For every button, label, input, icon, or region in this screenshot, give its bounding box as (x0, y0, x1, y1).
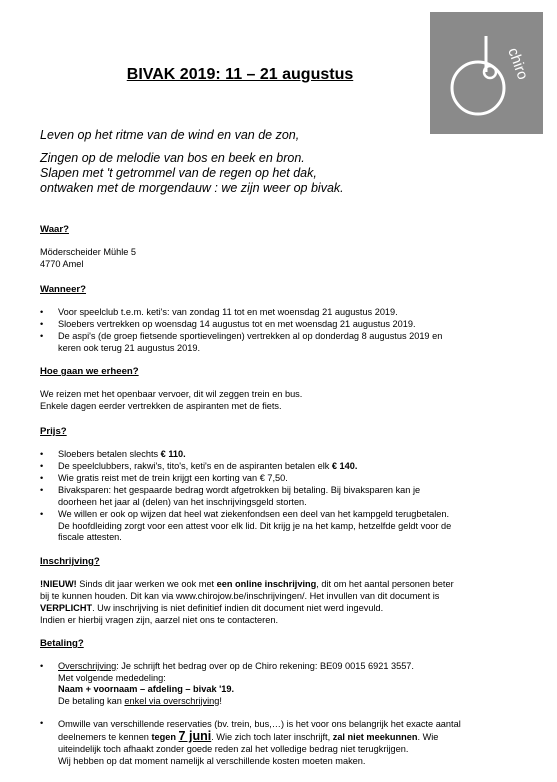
bullet-icon: • (40, 461, 44, 471)
poem-line-1: Leven op het ritme van de wind en van de zon, (40, 128, 300, 142)
paragraph-line: !NIEUW! Sinds dit jaar werken we ook met een online inschrijving, dit om het aantal personen beter (40, 579, 454, 589)
bullet-icon: • (40, 449, 44, 459)
section-heading-inschrijving: Inschrijving? (40, 556, 100, 567)
paragraph-line: bij te kunnen houden. Dit kan via www.chirojow.be/inschrijvingen/. Het invullen van dit document is (40, 591, 440, 601)
paragraph-line: Enkele dagen eerder vertrekken de aspiranten met de fiets. (40, 401, 282, 411)
paragraph-line: Indien er hierbij vragen zijn, aarzel niet ons te contacteren. (40, 615, 278, 625)
bullet-icon: • (40, 485, 44, 495)
bullet-icon: • (40, 307, 44, 317)
document-page: chiro BIVAK 2019: 11 – 21 augustus Leven op het ritme van de wind en van de zon, Zingen op de melodie van bos en beek en bron. Slapen met 't getrommel van de regen op het dak, ontwaken met de morgendauw : we zijn weer op bivak. Waar? Möderscheider Mühle 5 4770 Amel Wanneer? • Voor speelclub t.e.m. keti's: van zondag 11 tot en met woensdag 21 augustus 2019. • Sloebers vertrekken op woensdag 14 augustus tot en met woensdag 21 augustus 2019. • De aspi's (de groep fietsende sportievelingen) vertrekken al op donderdag 8 augustus 2019 en keren ook terug 21 augustus 2019. Hoe gaan we erheen? We reizen met het openbaar vervoer, dit wil zeggen trein en bus. Enkele dagen eerder vertrekken de aspiranten met de fiets. Prijs? • Sloebers betalen slechts € 110. • De speelclubbers, rakwi's, tito's, keti's en de aspiranten betalen elk € 140. • Wie gratis reist met de trein krijgt een korting van € 7,50. • Bivaksparen: het gespaarde bedrag wordt afgetrokken bij betaling. Bij bivaksparen kan je doorheen het jaar al (delen) van het inschrijvingsgeld storten. • We willen er ook op wijzen dat heel wat ziekenfondsen een deel van het kampgeld terugbetalen. De hoofdleiding zorgt voor een attest voor elk lid. Dit krijg je na het kamp, hetzelfde geldt voor de fiscale attesten. Inschrijving? !NIEUW! Sinds dit jaar werken we ook met een online inschrijving, dit om het aantal personen beter bij te kunnen houden. Dit kan via www.chirojow.be/inschrijvingen/. Het invullen van dit document is VERPLICHT. Uw inschrijving is niet definitief indien dit document niet werd ingevuld. Indien er hierbij vragen zijn, aarzel niet ons te contacteren. Betaling? • Overschrijving: Je schrijft het bedrag over op de Chiro rekening: BE09 0015 6921 3557. Met volgende mededeling: Naam + voornaam – afdeling – bivak '19. De betaling kan enkel via overschrijving! • Omwille van verschillende reservaties (bv. trein, bus,…) is het voor ons belangrijk het exacte aantal deelnemers te kennen tegen 7 juni. Wie zich toch later inschrijft, zal niet meekunnen. Wie uiteindelijk toch afhaakt zonder goede reden zal het volledige bedrag niet terugkrijgen. Wij hebben op dat moment namelijk al verschillende kosten moeten maken. (0, 0, 557, 782)
bullet-icon: • (40, 661, 44, 671)
section-heading-betaling: Betaling? (40, 638, 84, 649)
poem-line-2: Zingen op de melodie van bos en beek en bron. (40, 151, 305, 165)
page-title: BIVAK 2019: 11 – 21 augustus (126, 66, 354, 83)
paragraph-line: VERPLICHT. Uw inschrijving is niet definitief indien dit document niet werd ingevuld. (40, 603, 384, 613)
poem-line-4: ontwaken met de morgendauw : we zijn weer op bivak. (40, 181, 344, 195)
section-heading-waar: Waar? (40, 224, 69, 235)
section-heading-hoe: Hoe gaan we erheen? (40, 366, 139, 377)
paragraph-line: We reizen met het openbaar vervoer, dit wil zeggen trein en bus. (40, 389, 303, 399)
section-heading-prijs: Prijs? (40, 426, 67, 437)
bullet-icon: • (40, 319, 44, 329)
address-line-1: Möderscheider Mühle 5 (40, 247, 137, 257)
bullet-icon: • (40, 473, 44, 483)
bullet-icon: • (40, 718, 44, 728)
chiro-logo-text: chiro (504, 45, 532, 82)
address-line-2: 4770 Amel (40, 259, 84, 269)
bullet-icon: • (40, 509, 44, 519)
section-heading-wanneer: Wanneer? (40, 284, 87, 295)
poem-line-3: Slapen met 't getrommel van de regen op het dak, (40, 166, 317, 180)
bullet-icon: • (40, 331, 44, 341)
